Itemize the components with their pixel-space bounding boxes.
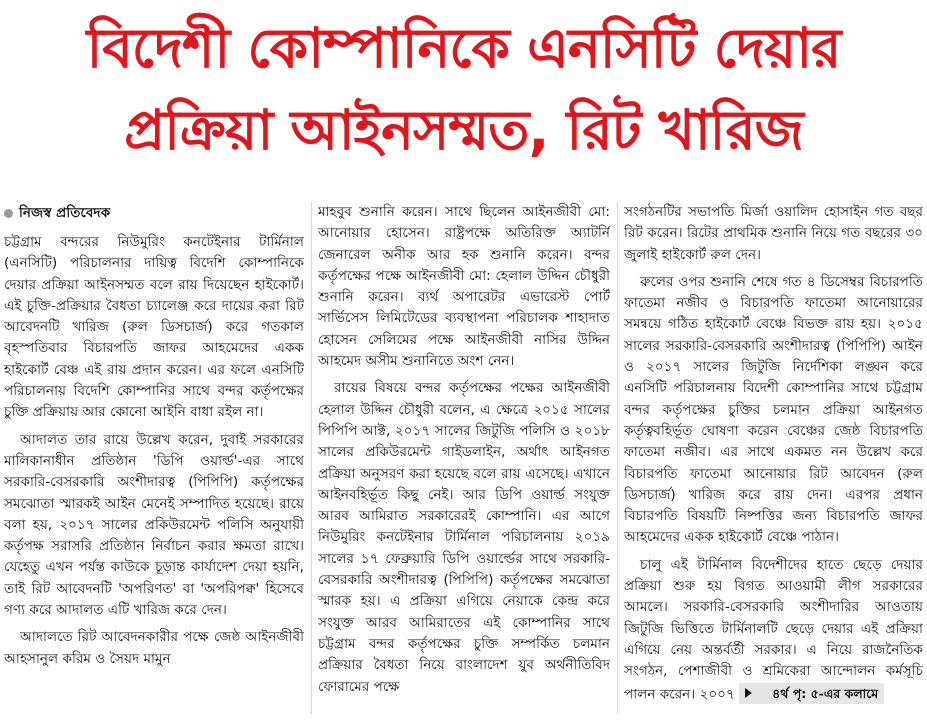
article-column-3 <box>624 202 923 714</box>
paragraph: আদালতে রিট আবেদনকারীর পক্ষে জেষ্ঠ আইনজীবী আহসানুল করিম ও সৈয়দ মামুন <box>4 629 304 667</box>
byline <box>4 202 304 224</box>
article-body <box>4 202 923 714</box>
paragraph-text: চালু এই টার্মিনাল বিদেশীদের হাতে ছেড়ে দেয়ার প্রক্রিয়া শুরু হয় বিগত আওয়ামী লীগ সরকারের আমলে। সরকারি-বেসরকারি অংশীদারির আওতায় জিটুজি ভিত্তিতে টার্মিনালটি ছেড়ে দেয়ার এই প্রক্রিয়া এগিয়ে নেয় অন্তর্বর্তী সরকার। এ নিয়ে রাজনৈতিক সংগঠন, পেশাজীবী ও শ্রমিকেরা আন্দোলন কর্মসূচি পালন করেন। ২০০৭ <box>624 556 923 703</box>
paragraph: চট্টগ্রাম বন্দরের নিউমুরিং কনটেইনার টার্মিনাল (এনসিটি) পরিচালনার দায়িত্ব বিদেশি কোম্পানিকে দেয়ার প্রক্রিয়া আইনসম্মত বলে রায় দিয়েছেন হাইকোর্ট। এই চুক্তি-প্রক্রিয়ার বৈধতা চ্যালেঞ্জ করে দায়ের করা রিট আবেদনটি খারিজ (রুল ডিসচার্জ) করে গতকাল বৃহস্পতিবার বিচারপতি জাফর আহমেদের একক হাইকোর্ট বেঞ্চ এই রায় প্রদান করেন। এর ফলে এনসিটি পরিচালনায় বিদেশি কোম্পানির সাথে বন্দর কর্তৃপক্ষের চুক্তি প্রক্রিয়ায় আর কোনো আইনি বাধা রইল না। <box>4 234 304 421</box>
paragraph: রায়ের বিষয়ে বন্দর কর্তৃপক্ষের পক্ষের আইনজীবী হেলাল উদ্দিন চৌধুরী বলেন, এ ক্ষেত্রে ২০১৫ সালের পিপিপি আক্ট, ২০১৭ সালের জিটুজি পলিসি ও ২০১৮ সালের প্রকিউরমেন্ট গাইডলাইন, অর্থাৎ আইনগত প্রক্রিয়া অনুসরণ করা হয়েছে বলে রায় এসেছে। এখানে আইনবহির্ভূত কিছু নেই। আর ডিপি ওয়ার্ল্ড সংযুক্ত আরব আমিরাত সরকারেরই কোম্পানি। এর আগে নিউমুরিং কনটেইনার টার্মিনাল পরিচালনায় ২০১৯ সালের ১৭ ফেব্রুয়ারি ডিপি ওয়ার্ল্ডের সাথে সরকারি-বেসরকারি অংশীদারত্ব (পিপিপি) কর্তৃপক্ষের সমঝোতা স্মারক হয়। এ প্রক্রিয়া এগিয়ে নেয়াকে কেন্দ্র করে সংযুক্ত আরব আমিরাতের এই কোম্পানির সাথে চট্টগ্রাম বন্দর কর্তৃপক্ষের চুক্তি সম্পর্কিত চলমান প্রক্রিয়ার বৈধতা নিয়ে বাংলাদেশ যুব অর্থনীতিবিদ ফোরামের পক্ষে <box>318 380 610 695</box>
continued-on-text: ৪র্থ পৃ: ৫-এর কলামে <box>772 685 879 701</box>
headline-line-1: বিদেশী কোম্পানিকে এনসিটি দেয়ার <box>86 16 841 80</box>
article-column-1 <box>4 202 304 714</box>
bullet-icon <box>4 209 13 218</box>
article-column-2 <box>318 202 610 714</box>
paragraph: মাহবুব শুনানি করেন। সাথে ছিলেন আইনজীবী মো: আনোয়ার হোসেন। রাষ্ট্রপক্ষে অতিরিক্ত অ্যাটর্নি জেনারেল অনীক আর হক শুনানি করেন। বন্দর কর্তৃপক্ষের পক্ষে আইনজীবী মো: হেলাল উদ্দিন চৌধুরী শুনানি করেন। ব্যর্থ অপারেটর এভারেস্ট পোর্ট সার্ভিসেস লিমিটেডের ব্যবস্থাপনা পরিচালক শাহাদাত হোসেন সেলিমের পক্ষে আইনজীবী নাসির উদ্দিন আহমেদ অসীম শুনানিতে অংশ নেন। <box>318 204 610 370</box>
arrow-right-icon <box>745 688 752 698</box>
continued-on-marker <box>739 683 884 704</box>
paragraph <box>624 555 923 706</box>
paragraph: আদালত তার রায়ে উল্লেখ করেন, দুবাই সরকারের মালিকানাধীন প্রতিষ্ঠান 'ডিপি ওয়ার্ল্ড'-এর সাথে সরকারি-বেসরকারি অংশীদারত্ব (পিপিপি) কর্তৃপক্ষের সমঝোতা স্মারকই আইন মেনেই সম্পাদিত হয়েছে। রায়ে বলা হয়, ২০১৭ সালের প্রকিউরমেন্ট পলিসি অনুযায়ী কর্তৃপক্ষ সরাসরি প্রতিষ্ঠান নির্বাচন করার ক্ষমতা রাখে। যেহেতু এখন পর্যন্ত কাউকে চূড়ান্ত কার্যাদেশ দেয়া হয়নি, তাই রিট আবেদনটি 'অপরিণত' বা 'অপরিপক্ব' হিসেবে গণ্য করে আদালত এটি খারিজ করে দেন। <box>4 431 304 619</box>
paragraph: সংগঠনটির সভাপতি মির্জা ওয়ালিদ হোসাইন গত বছর রিট করেন। রিটের প্রাথমিক শুনানি নিয়ে গত বছরের ৩০ জুলাই হাইকোর্ট রুল দেন। <box>624 204 923 263</box>
headline <box>0 6 927 170</box>
paragraph: রুলের ওপর শুনানি শেষে গত ৪ ডিসেম্বর বিচারপতি ফাতেমা নজীব ও বিচারপতি ফাতেমা আনোয়ারের সমন্বয়ে গঠিত হাইকোর্ট বেঞ্চে বিভক্ত রায় হয়। ২০১৫ সালের সরকারি-বেসরকারি অংশীদারত্ব (পিপিপি) আইন ও ২০১৭ সালের জিটুজি নির্দেশিকা লঙ্ঘন করে এনসিটি পরিচালনায় বিদেশী কোম্পানির সাথে চট্টগ্রাম বন্দর কর্তৃপক্ষের চুক্তির চলমান প্রক্রিয়া আইনগত কর্তৃত্ববহির্ভূত ঘোষণা করেন বেঞ্চের জেষ্ঠ বিচারপতি ফাতেমা নজীব। এর সাথে একমত নন উল্লেখ করে বিচারপতি ফাতেমা আনোয়ার রিট আবেদন (রুল ডিসচার্জ) খারিজ করে রায় দেন। এরপর প্রধান বিচারপতি বিষয়টি নিষ্পত্তির জন্য বিচারপতি জাফর আহমেদের একক হাইকোর্ট বেঞ্চে পাঠান। <box>624 273 923 546</box>
byline-text: নিজস্ব প্রতিবেদক <box>19 205 111 221</box>
headline-line-2: প্রক্রিয়া আইনসম্মত, রিট খারিজ <box>124 98 803 162</box>
